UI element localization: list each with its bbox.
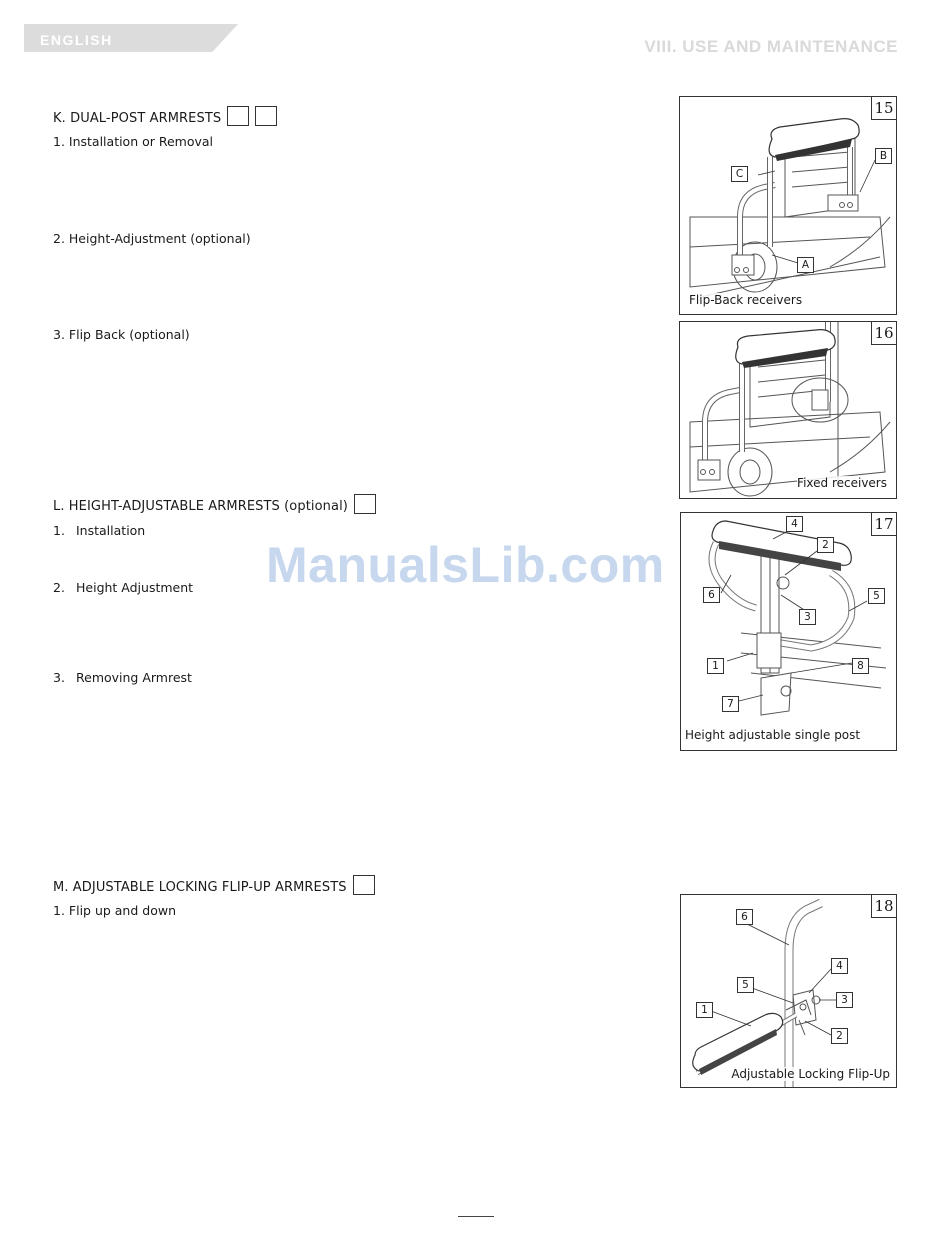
section-l-title [53, 494, 376, 514]
item-label: Removing Armrest [76, 670, 192, 685]
figure-number: 17 [871, 513, 896, 536]
section-k-title-text: K. DUAL-POST ARMRESTS [53, 111, 222, 126]
section-k-item-2: 2. Height-Adjustment (optional) [53, 231, 251, 246]
section-l-item-3 [53, 670, 192, 685]
figure-number: 18 [871, 895, 896, 918]
callout-label: 5 [868, 588, 885, 604]
callout-label: 7 [722, 696, 739, 712]
armrest-illustration [681, 895, 896, 1087]
checkbox[interactable] [353, 875, 375, 895]
section-k-title [53, 106, 277, 126]
section-l-title-text: L. HEIGHT-ADJUSTABLE ARMRESTS (optional) [53, 499, 348, 514]
callout-label: 4 [831, 958, 848, 974]
callout-label: 5 [737, 977, 754, 993]
figure-number: 16 [871, 322, 896, 345]
callout-label: 4 [786, 516, 803, 532]
armrest-illustration [680, 97, 896, 314]
callout-label: 1 [696, 1002, 713, 1018]
footer-rule [458, 1216, 494, 1217]
callout-label: 3 [836, 992, 853, 1008]
item-number: 3. [53, 670, 65, 685]
callout-label: 6 [736, 909, 753, 925]
callout-label: B [875, 148, 892, 164]
figure-caption: Height adjustable single post [685, 728, 861, 742]
section-k-item-3: 3. Flip Back (optional) [53, 327, 190, 342]
figure-number: 15 [871, 97, 896, 120]
section-m-item-1: 1. Flip up and down [53, 903, 176, 918]
callout-label: C [731, 166, 748, 182]
figure-caption: Fixed receivers [797, 476, 887, 490]
callout-label: 6 [703, 587, 720, 603]
callout-label: 2 [817, 537, 834, 553]
section-l-item-2 [53, 580, 193, 595]
item-number: 1. [53, 523, 65, 538]
armrest-illustration [680, 322, 896, 498]
section-m-title [53, 875, 375, 895]
item-number: 2. [53, 580, 65, 595]
figure-caption: Flip-Back receivers [689, 293, 803, 307]
item-label: Installation [76, 523, 146, 538]
callout-label: 1 [707, 658, 724, 674]
armrest-illustration [681, 513, 896, 750]
figure-18 [680, 894, 897, 1088]
chapter-title: VIII. USE AND MAINTENANCE [644, 37, 898, 56]
figure-caption: Adjustable Locking Flip-Up [731, 1067, 890, 1081]
checkbox[interactable] [255, 106, 277, 126]
checkbox[interactable] [354, 494, 376, 514]
item-label: Height Adjustment [76, 580, 194, 595]
checkbox[interactable] [227, 106, 249, 126]
section-m-title-text: M. ADJUSTABLE LOCKING FLIP-UP ARMRESTS [53, 880, 347, 895]
figure-17 [680, 512, 897, 751]
language-label: ENGLISH [40, 32, 113, 48]
figure-16 [679, 321, 897, 499]
section-k-item-1: 1. Installation or Removal [53, 134, 214, 149]
callout-label: 2 [831, 1028, 848, 1044]
watermark: ManualsLib.com [266, 537, 665, 593]
section-l-item-1 [53, 523, 145, 538]
figure-15 [679, 96, 897, 315]
callout-label: A [797, 257, 814, 273]
callout-label: 3 [799, 609, 816, 625]
callout-label: 8 [852, 658, 869, 674]
